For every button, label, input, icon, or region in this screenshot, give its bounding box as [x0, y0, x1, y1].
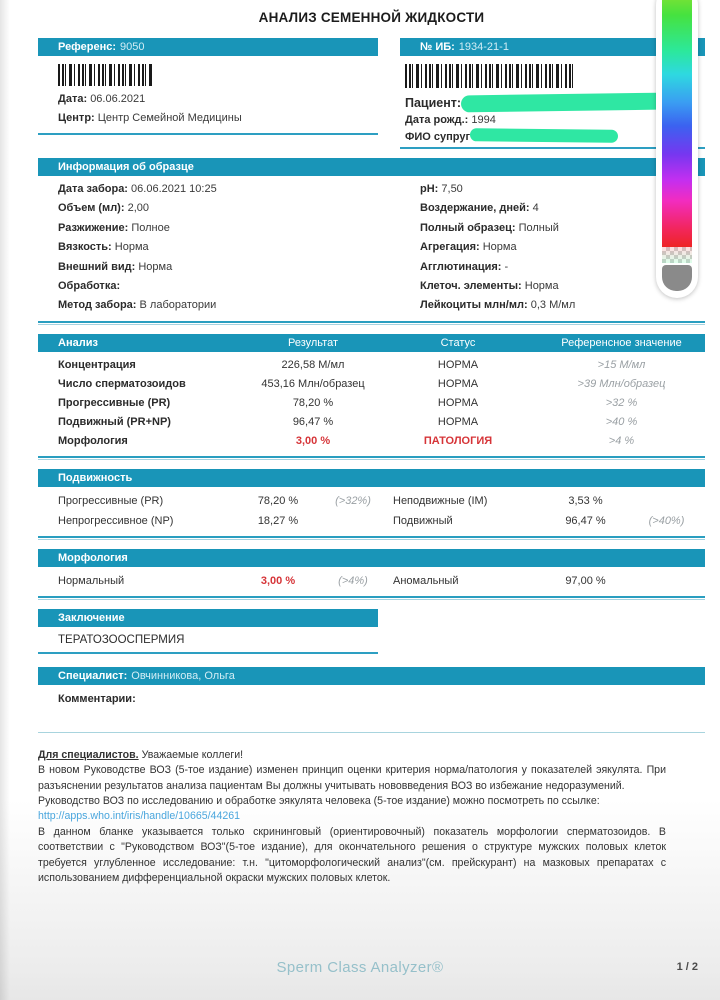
info-line: Вязкость: Норма [58, 241, 149, 254]
info-line: Агглютинация: - [420, 260, 509, 273]
info-line: pH: 7,50 [420, 183, 463, 195]
status-badge: ПАТОЛОГИЯ [423, 434, 493, 447]
info-line: Обработка: [58, 280, 121, 293]
conclusion-value: ТЕРАТОЗООСПЕРМИЯ [58, 633, 185, 646]
notes-paragraph: В данном бланке указывается только скрининговый (ориентировочный) показатель морфологии сперматозоидов. В соответствии с "Руководством ВОЗ"(5-тое издание), для окончательного решения о структуре мужских половых клеток требуется углубленное исследование: т.н. "цитоморфологический анализ"(см. прейскурант) на мазковых препаратах с использованием дифференциальной окраски мужских половых клеток. [38, 825, 666, 885]
morphology-body [38, 567, 705, 596]
reference-bar [38, 38, 378, 56]
section-divider [38, 536, 705, 540]
info-line: Дата забора: 06.06.2021 10:25 [58, 183, 217, 195]
notes-heading [38, 748, 666, 763]
barcode-icon [405, 64, 573, 88]
info-line: Внешний вид: Норма [58, 260, 173, 273]
table-row: Нормальный 3,00 % (>4%) Аномальный 97,00 % [38, 571, 705, 591]
table-row: Прогрессивные (PR) 78,20 % НОРМА >32 % [58, 396, 638, 409]
info-line: Лейкоциты млн/мл: 0,3 М/мл [420, 299, 576, 312]
color-picker-slider[interactable] [656, 0, 698, 298]
section-divider [38, 596, 705, 600]
birth-label: Дата рожд.: [405, 114, 469, 126]
motility-title: Подвижность [58, 471, 133, 484]
table-row: Число сперматозоидов 453,16 Млн/образец НОРМА >39 Млн/образец [58, 377, 666, 390]
center-value: Центр Семейной Медицины [97, 112, 242, 124]
specialist-name: Овчинникова, Ольга [131, 669, 235, 682]
header-blocks [38, 38, 705, 149]
morphology-section [38, 549, 705, 600]
alert-value: 3,00 % [295, 434, 331, 447]
table-row-pathology: Морфология 3,00 % ПАТОЛОГИЯ >4 % [38, 432, 705, 451]
info-line: Разжижение: Полное [58, 221, 170, 234]
conclusion-title: Заключение [58, 611, 125, 624]
table-row: Прогрессивные (PR) 78,20 % (>32%) Неподвижные (IM) 3,53 % [58, 494, 603, 507]
specialist-notes [38, 748, 666, 887]
info-line: Воздержание, дней: 4 [420, 202, 539, 215]
column-header: Результат [287, 336, 339, 349]
table-row: Концентрация 226,58 М/мл НОРМА >15 М/мл [58, 358, 646, 371]
section-divider [38, 321, 705, 325]
sample-info-section [38, 158, 705, 325]
table-row: Непрогрессивное (NP) 18,27 % Подвижный 96,47 % (>40%) [58, 514, 685, 527]
who-guideline-link[interactable]: http://apps.who.int/iris/handle/10665/44261 [38, 810, 241, 823]
notes-divider [38, 732, 705, 733]
specialist-label: Специалист: [58, 669, 128, 682]
spouse-label: ФИО супруг [405, 131, 471, 143]
hue-gradient-track[interactable] [662, 0, 692, 247]
conclusion-section [38, 609, 705, 654]
conclusion-header [38, 609, 378, 627]
specialist-bar [38, 667, 705, 685]
case-value: 1934-21-1 [458, 41, 509, 53]
sample-info-title: Информация об образце [58, 161, 194, 173]
specialist-section [38, 667, 705, 705]
morphology-title: Морфология [58, 551, 128, 564]
reference-label: Референс: [58, 41, 117, 53]
for-specialists-label: Для специалистов. [38, 748, 139, 761]
section-divider [38, 456, 705, 460]
comments-label: Комментарии: [58, 692, 136, 705]
report-content [38, 0, 705, 887]
center-line [58, 112, 378, 124]
reference-value: 9050 [120, 41, 145, 53]
info-line: Объем (мл): 2,00 [58, 202, 149, 215]
page-edge-shadow [0, 0, 10, 1000]
redaction-marker [461, 93, 666, 113]
notes-paragraph: Руководство ВОЗ по исследованию и обработке эякулята человека (5-тое издание) можно посмотреть по ссылке: [38, 795, 600, 808]
column-header: Статус [440, 336, 476, 349]
case-label: № ИБ: [420, 41, 455, 53]
sample-info-grid [38, 176, 705, 321]
analysis-table-body [38, 352, 705, 456]
analysis-table-header [38, 334, 705, 352]
sample-info-header [38, 158, 705, 176]
patient-label: Пациент: [405, 96, 462, 110]
motility-section [38, 469, 705, 540]
color-slider-thumb[interactable] [662, 265, 692, 291]
column-header: Референсное значение [561, 336, 682, 349]
date-value: 06.06.2021 [90, 93, 146, 105]
info-line: Агрегация: Норма [420, 241, 517, 254]
center-label: Центр: [58, 112, 95, 124]
greeting-text: Уважаемые коллеги! [141, 748, 244, 761]
reference-block [38, 38, 378, 135]
info-line: Метод забора: В лаборатории [58, 299, 217, 312]
motility-header [38, 469, 705, 487]
column-header: Анализ [58, 336, 98, 349]
birth-value: 1994 [471, 114, 496, 126]
sample-info-col-left [58, 180, 400, 316]
conclusion-underline [38, 652, 378, 654]
table-row: Подвижный (PR+NP) 96,47 % НОРМА >40 % [58, 415, 638, 428]
transparency-checker[interactable] [662, 247, 692, 263]
morphology-header [38, 549, 705, 567]
motility-body [38, 487, 705, 536]
analysis-section [38, 334, 705, 460]
redaction-marker [470, 128, 618, 143]
page-number: 1 / 2 [676, 961, 698, 973]
info-line: Полный образец: Полный [420, 221, 559, 234]
alert-value: 3,00 % [260, 574, 296, 587]
brand-footer: Sperm Class Analyzer® [276, 959, 444, 976]
date-line [58, 93, 378, 105]
date-label: Дата: [58, 93, 88, 105]
barcode-icon [58, 64, 154, 86]
page-title: АНАЛИЗ СЕМЕННОЙ ЖИДКОСТИ [258, 10, 485, 25]
notes-paragraph: В новом Руководстве ВОЗ (5-тое издание) изменен принцип оценки критерия норма/патология у показателей эякулята. При разъяснении результатов анализа пациентам Вы должны учитывать нововведения ВОЗ во избежание недоразумений. [38, 764, 666, 792]
info-line: Клеточ. элементы: Норма [420, 280, 559, 293]
